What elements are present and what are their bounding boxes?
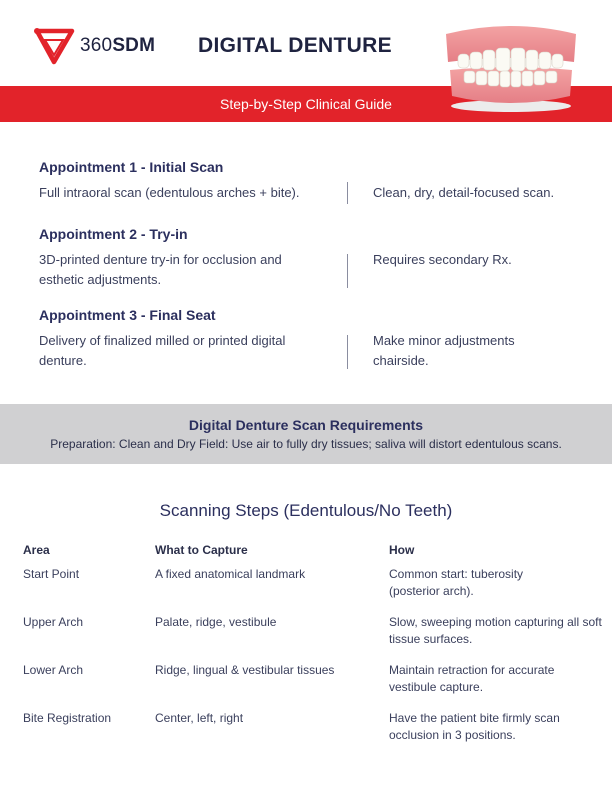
table-cell-area: Lower Arch [23,663,84,677]
page-subtitle: Step-by-Step Clinical Guide [220,96,392,112]
table-cell-area: Bite Registration [23,711,112,725]
table-cell-how: Maintain retraction for accurate vestibule capture. [389,663,555,694]
table-cell-how: Slow, sweeping motion capturing all soft tissue surfaces. [389,615,602,646]
table-cell-capture: Palate, ridge, vestibule [155,615,277,629]
appointment-title: Appointment 3 - Final Seat [39,307,216,323]
appointment-note: Requires secondary Rx. [373,252,512,267]
appointment-description: 3D-printed denture try-in for occlusion and esthetic adjustments. [39,252,282,287]
appointment-description: Full intraoral scan (edentulous arches + bite). [39,185,300,200]
column-divider [347,335,348,369]
appointment-note: Make minor adjustments chairside. [373,333,515,368]
requirements-text: Preparation: Clean and Dry Field: Use air to fully dry tissues; saliva will distort edentulous scans. [50,437,562,451]
appointment-1 [39,159,579,203]
appointment-2 [39,226,579,290]
table-cell-how: Common start: tuberosity (posterior arch). [389,567,524,598]
column-divider [347,254,348,288]
requirements-band [0,404,612,464]
table-cell-how: Have the patient bite firmly scan occlusion in 3 positions. [389,711,560,742]
appointment-row [39,250,579,290]
table-cell-capture: A fixed anatomical landmark [155,567,306,581]
appointment-row [39,331,579,371]
column-header-area: Area [23,543,50,557]
brand-logo[interactable] [34,26,155,66]
column-header-how: How [389,543,415,557]
appointment-note: Clean, dry, detail-focused scan. [373,185,555,200]
column-header-capture: What to Capture [155,543,248,557]
brand-name: 360SDM [80,35,156,56]
appointment-row [39,183,579,203]
scanning-steps-title: Scanning Steps (Edentulous/No Teeth) [159,501,453,520]
denture-image [436,14,586,114]
requirements-title: Digital Denture Scan Requirements [188,417,424,433]
table-cell-capture: Ridge, lingual & vestibular tissues [155,663,335,677]
table-cell-capture: Center, left, right [155,711,244,725]
appointment-title: Appointment 2 - Try-in [39,226,188,242]
logo-mark-icon [34,26,76,66]
appointment-3 [39,307,579,371]
appointment-description: Delivery of finalized milled or printed digital denture. [39,333,286,368]
column-divider [347,182,348,204]
table-cell-area: Start Point [23,567,80,581]
page-title: DIGITAL DENTURE [198,34,392,57]
appointment-title: Appointment 1 - Initial Scan [39,159,224,175]
table-cell-area: Upper Arch [23,615,84,629]
